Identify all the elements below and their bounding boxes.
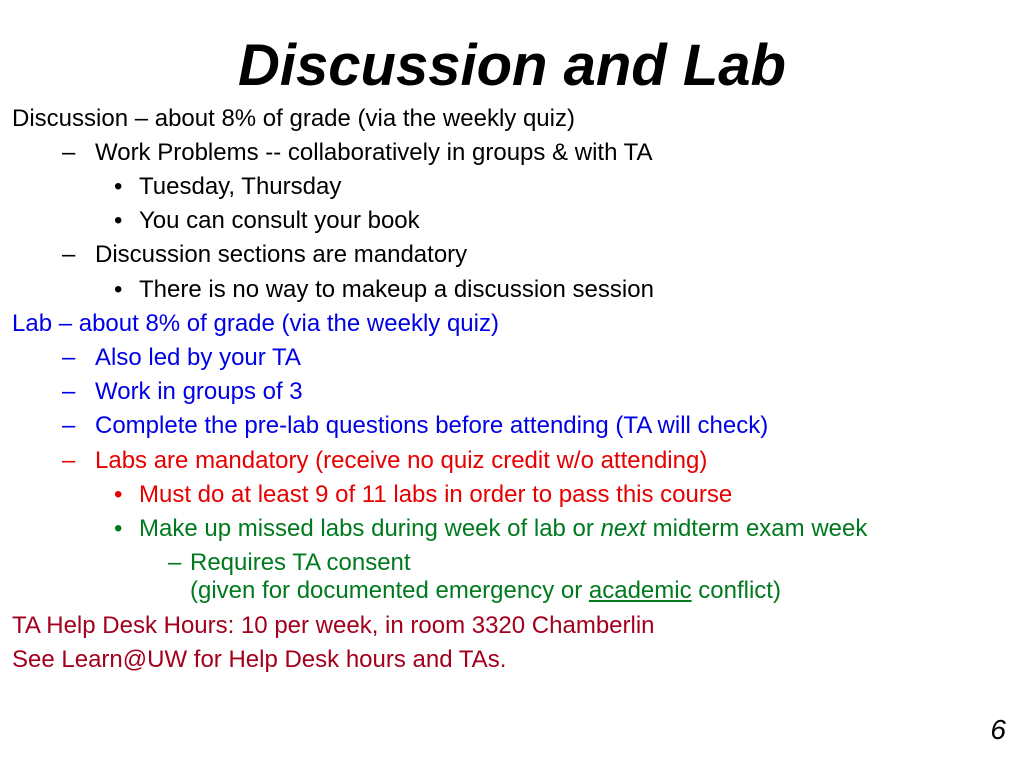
dot-bullet: • <box>114 515 123 542</box>
help-desk-hours: TA Help Desk Hours: 10 per week, in room 3320 Chamberlin <box>12 612 655 639</box>
makeup-suffix-text: midterm exam week <box>645 515 868 542</box>
consent-detail-item <box>190 576 781 606</box>
no-makeup-item: There is no way to makeup a discussion session <box>139 276 654 303</box>
groups-of-3-item: Work in groups of 3 <box>95 378 303 405</box>
makeup-italic-text: next <box>600 515 646 542</box>
given-suffix-text: conflict) <box>691 577 781 604</box>
dash-bullet: – <box>62 241 76 268</box>
makeup-prefix-text: Make up missed labs during week of lab or <box>139 515 601 542</box>
given-prefix-text: (given for documented emergency or <box>190 577 589 604</box>
dot-bullet: • <box>114 481 123 508</box>
makeup-labs-item <box>139 514 867 544</box>
consult-book-item: You can consult your book <box>139 207 420 234</box>
dash-bullet: – <box>62 412 76 439</box>
prelab-item: Complete the pre-lab questions before attending (TA will check) <box>95 412 769 439</box>
dash-bullet: – <box>168 549 182 576</box>
discussion-heading: Discussion – about 8% of grade (via the weekly quiz) <box>12 105 575 132</box>
dot-bullet: • <box>114 173 123 200</box>
dash-bullet: – <box>62 378 76 405</box>
tuesday-thursday-item: Tuesday, Thursday <box>139 173 342 200</box>
academic-underlined-text: academic <box>588 577 692 604</box>
labs-mandatory-item: Labs are mandatory (receive no quiz credit w/o attending) <box>95 447 708 474</box>
dash-bullet: – <box>62 139 76 166</box>
dash-bullet: – <box>62 344 76 371</box>
dot-bullet: • <box>114 276 123 303</box>
lab-heading: Lab – about 8% of grade (via the weekly quiz) <box>12 310 499 337</box>
dot-bullet: • <box>114 207 123 234</box>
requires-consent-item: Requires TA consent <box>190 549 411 576</box>
slide-number: 6 <box>990 714 1006 745</box>
slide-title: Discussion and Lab <box>238 33 786 98</box>
work-problems-item: Work Problems -- collaboratively in groups & with TA <box>95 139 653 166</box>
learn-uw-note: See Learn@UW for Help Desk hours and TAs. <box>12 646 507 673</box>
led-by-ta-item: Also led by your TA <box>95 344 301 371</box>
dash-bullet: – <box>62 447 76 474</box>
must-do-item: Must do at least 9 of 11 labs in order to pass this course <box>139 481 733 508</box>
discussion-mandatory-item: Discussion sections are mandatory <box>95 241 468 268</box>
